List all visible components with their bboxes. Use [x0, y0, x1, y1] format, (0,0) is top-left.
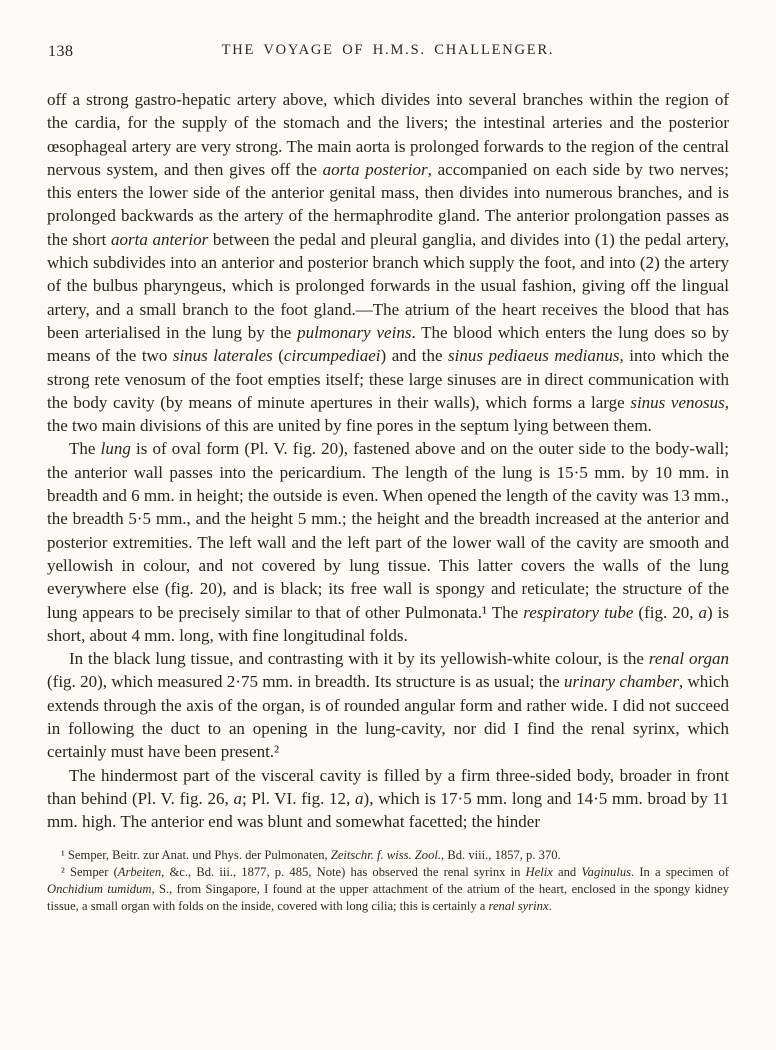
footnote-2: ² Semper (Arbeiten, &c., Bd. iii., 1877, p. 485, Note) has observed the renal syrinx in Helix and Vaginulus. In a specimen of Onchidium tumidum, S., from Singapore, I found at the upper attachment of the atrium of the heart, enclosed in the spongy kidney tissue, a small organ with folds on the inside, covered with long cilia; this is certainly a renal syrinx.	[47, 864, 729, 914]
footnotes-section	[47, 847, 729, 916]
footnote-1: ¹ Semper, Beitr. zur Anat. und Phys. der Pulmonaten, Zeitschr. f. wiss. Zool., Bd. viii., 1857, p. 370.	[61, 847, 561, 862]
paragraph-renal-organ: In the black lung tissue, and contrasting with it by its yellowish-white colour, is the renal organ (fig. 20), which measured 2·75 mm. in breadth. Its structure is as usual; the urinary chamber, which extends through the axis of the organ, is of rounded angular form and rather wide. I did not succeed in following the duct to an opening in the lung-cavity, nor did I find the renal syrinx, which certainly must have been present.²	[47, 649, 730, 762]
page-number: 138	[48, 43, 74, 60]
page-body	[47, 88, 729, 834]
paragraph-lung: The lung is of oval form (Pl. V. fig. 20), fastened above and on the outer side to the body-wall; the anterior wall passes into the pericardium. The length of the lung is 15·5 mm. by 10 mm. in breadth and 6 mm. in height; the outside is even. When opened the length of the cavity was 13 mm., the breadth 5·5 mm., and the height 5 mm.; the height and the breadth increased at the anterior and posterior extremities. The left wall and the left part of the lower wall of the cavity are smooth and yellowish in colour, and not covered by lung tissue. This latter covers the walls of the lung everywhere else (fig. 20), and is black; its free wall is spongy and reticulate; the structure of the lung appears to be precisely similar to that of other Pulmonata.¹ The respiratory tube (fig. 20, a) is short, about 4 mm. long, with fine longitudinal folds.	[47, 439, 730, 645]
running-title: THE VOYAGE OF H.M.S. CHALLENGER.	[221, 42, 555, 58]
paragraph-arteries: off a strong gastro-hepatic artery above, which divides into several branches within the region of the cardia, for the supply of the stomach and the livers; the intestinal arteries and the posterior œsophageal artery are very strong. The main aorta is prolonged forwards to the region of the central nervous system, and then gives off the aorta posterior, accompanied on each side by two nerves; this enters the lower side of the anterior genital mass, then divides into numerous branches, and is prolonged backwards as the artery of the hermaphrodite gland. The anterior prolongation passes as the short aorta anterior between the pedal and pleural ganglia, and divides into (1) the pedal artery, which subdivides into an anterior and posterior branch which supply the foot, and into (2) the artery of the bulbus pharyngeus, which is prolonged forwards in the usual fashion, giving off the lingual artery, and a small branch to the foot gland.—The atrium of the heart receives the blood that has been arterialised in the lung by the pulmonary veins. The blood which enters the lung does so by means of the two sinus laterales (circumpediaei) and the sinus pediaeus medianus, into which the strong rete venosum of the foot empties itself; these large sinuses are in direct communication with the body cavity (by means of minute apertures in their walls), which forms a large sinus venosus, the two main divisions of this are united by fine pores in the septum lying between them.	[47, 90, 730, 436]
paragraph-visceral-cavity: The hindermost part of the visceral cavity is filled by a firm three-sided body, broader in front than behind (Pl. V. fig. 26, a; Pl. VI. fig. 12, a), which is 17·5 mm. long and 14·5 mm. broad by 11 mm. high. The anterior end was blunt and somewhat facetted; the hinder	[47, 765, 729, 832]
page-header	[47, 42, 729, 64]
